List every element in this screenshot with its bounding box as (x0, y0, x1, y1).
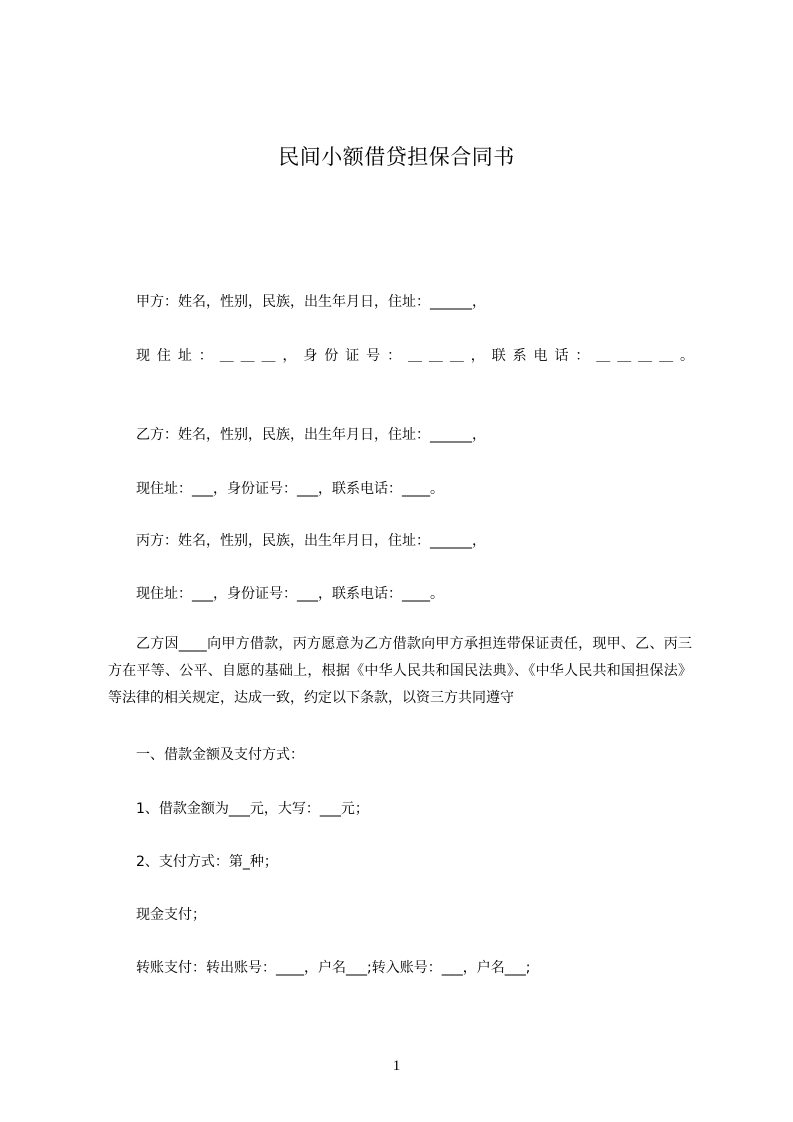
clause-payment-method: 2、支付方式：第_种； (136, 854, 278, 870)
document-title: 民间小额借贷担保合同书 (278, 145, 515, 169)
page-number: 1 (392, 1058, 401, 1074)
payment-option-cash: 现金支付； (136, 907, 206, 923)
clause-loan-amount: 1、借款金额为___元，大写：___元； (136, 801, 369, 817)
party-b-contact: 现住址：___，身份证号：___，联系电话：____。 (136, 481, 444, 497)
party-c-info: 丙方：姓名，性别，民族，出生年月日，住址：______， (136, 533, 486, 549)
section-heading-loan: 一、借款金额及支付方式： (136, 747, 304, 763)
party-b-info: 乙方：姓名，性别，民族，出生年月日，住址：______， (136, 427, 486, 443)
party-c-contact: 现住址：___，身份证号：___，联系电话：____。 (136, 586, 444, 602)
party-a-info: 甲方：姓名，性别，民族，出生年月日，住址：______， (136, 294, 486, 310)
payment-option-transfer: 转账支付：转出账号：____，户名___;转入账号：___，户名___; (136, 960, 531, 976)
preamble-paragraph: 乙方因____向甲方借款，丙方愿意为乙方借款向甲方承担连带保证责任，现甲、乙、丙三方在平等、公平、自愿的基础上，根据《中华人民共和国民法典》、《中华人民共和国担保法》等法律的相关规定，达成一致，约定以下条款，以资三方共同遵守 (108, 636, 692, 706)
party-a-contact: 现住址：＿＿＿，身份证号：＿＿＿，联系电话：＿＿＿＿。 (136, 348, 694, 364)
